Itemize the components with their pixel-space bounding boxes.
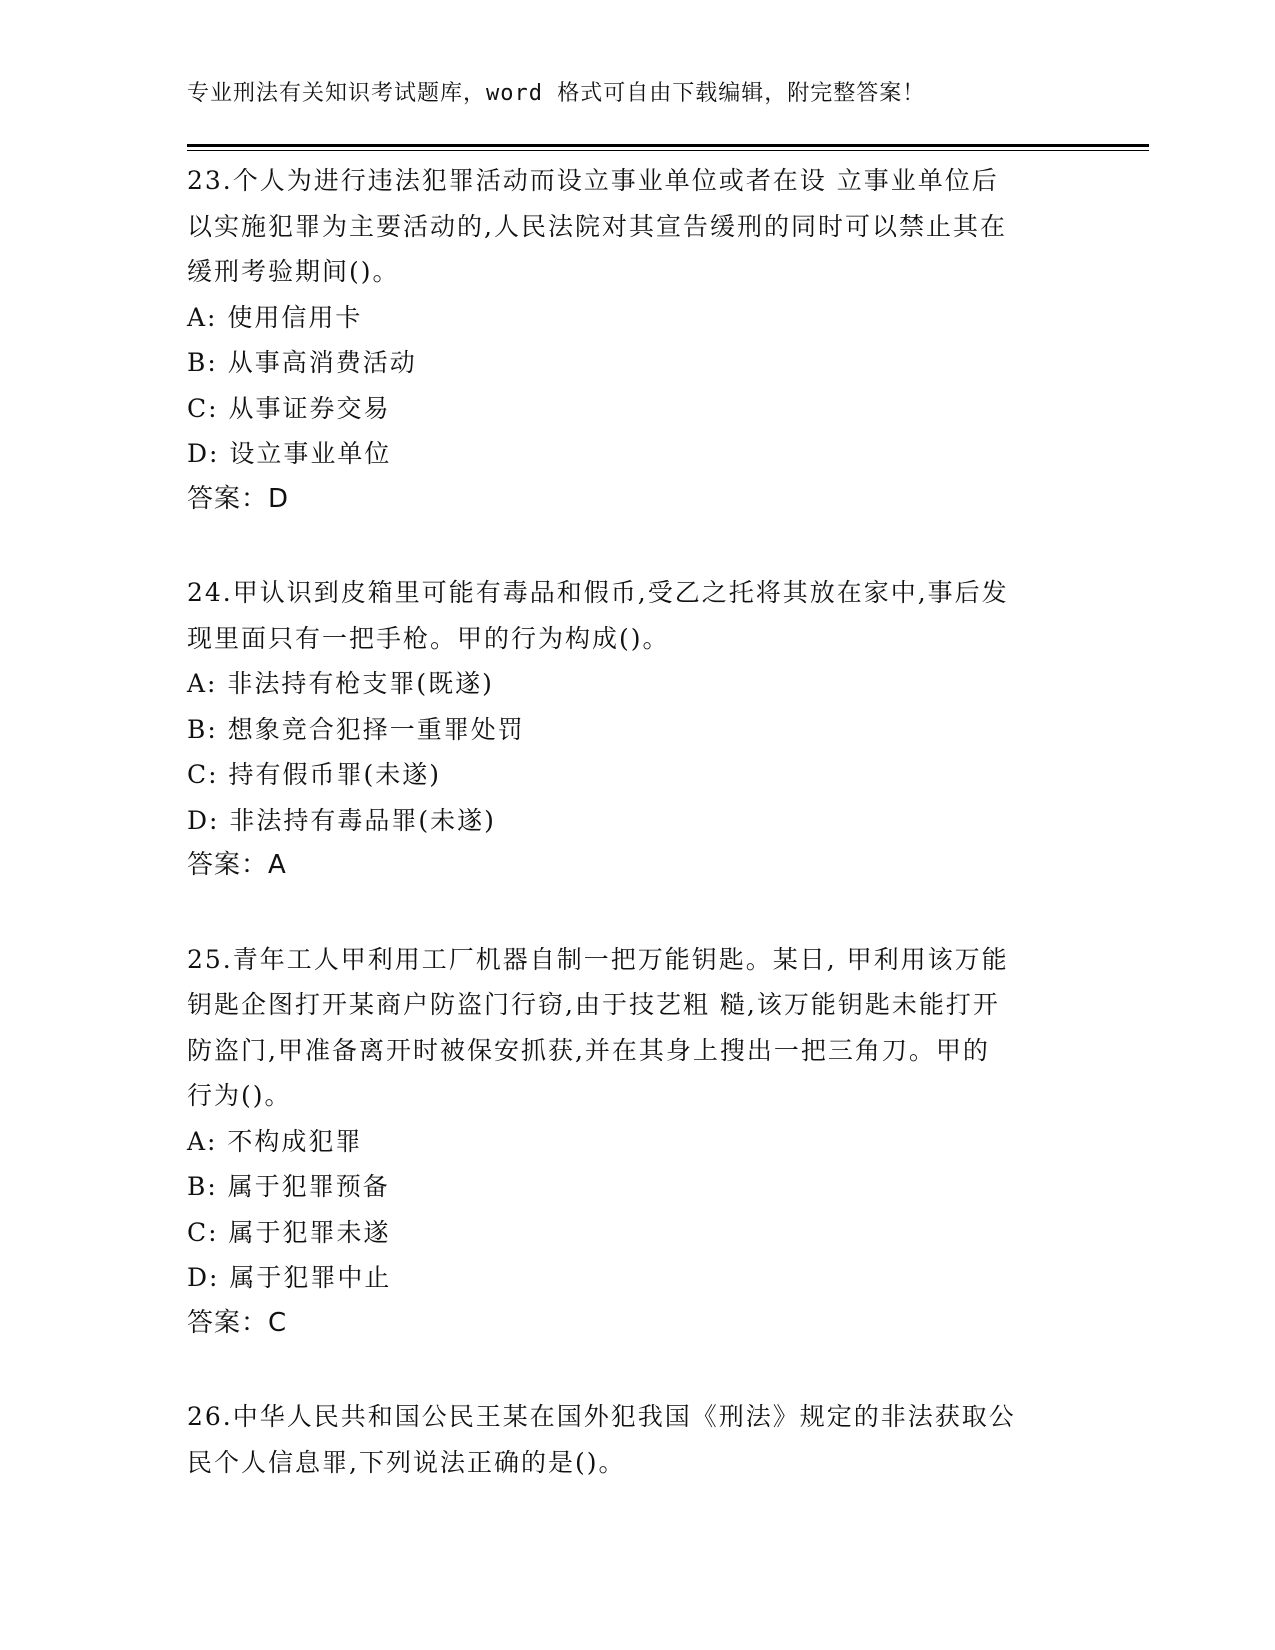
question-26 [187, 1394, 1087, 1485]
option-d: D: 设立事业单位 [187, 439, 392, 468]
stem-line: 防盗门,甲准备离开时被保安抓获,并在其身上搜出一把三角刀。甲的 [187, 1035, 990, 1065]
option-b: B: 从事高消费活动 [187, 348, 417, 377]
question-stem [187, 937, 1087, 1119]
option-a: A: 使用信用卡 [187, 302, 363, 332]
answer-line: 答案：A [187, 850, 287, 880]
question-list [187, 158, 1087, 1533]
stem-line: 民个人信息罪,下列说法正确的是()。 [187, 1447, 626, 1477]
stem-line: 24.甲认识到皮箱里可能有毒品和假币,受乙之托将其放在家中,事后发 [187, 578, 1009, 607]
question-stem [187, 570, 1087, 661]
option-c: C: 持有假币罪(未遂) [187, 760, 442, 789]
answer-line: 答案：C [187, 1307, 288, 1338]
question-24 [187, 570, 1087, 889]
stem-line: 26.中华人民共和国公民王某在国外犯我国《刑法》规定的非法获取公 [187, 1402, 1016, 1431]
stem-line: 25.青年工人甲利用工厂机器自制一把万能钥匙。某日, 甲利用该万能 [187, 944, 1009, 974]
answer-line: 答案：D [187, 483, 290, 514]
stem-line: 缓刑考验期间()。 [187, 257, 400, 286]
option-a: A: 非法持有枪支罪(既遂) [187, 669, 494, 698]
stem-line: 钥匙企图打开某商户防盗门行窃,由于技艺粗 糙,该万能钥匙未能打开 [187, 990, 1000, 1019]
option-b: B: 想象竞合犯择一重罪处罚 [187, 714, 525, 744]
question-stem [187, 158, 1087, 295]
header-divider-thick [187, 144, 1149, 147]
question-stem [187, 1394, 1087, 1485]
question-23 [187, 158, 1087, 522]
page-header: 专业刑法有关知识考试题库，word 格式可自由下载编辑，附完整答案！ [187, 81, 926, 106]
option-d: D: 属于犯罪中止 [187, 1263, 392, 1292]
stem-line: 现里面只有一把手枪。甲的行为构成()。 [187, 623, 670, 653]
stem-line: 行为()。 [187, 1081, 292, 1110]
stem-line: 以实施犯罪为主要活动的,人民法院对其宣告缓刑的同时可以禁止其在 [187, 211, 1007, 241]
header-divider-thin [187, 150, 1149, 151]
stem-line: 23.个人为进行违法犯罪活动而设立事业单位或者在设 立事业单位后 [187, 166, 999, 195]
option-b: B: 属于犯罪预备 [187, 1172, 390, 1201]
option-c: C: 从事证券交易 [187, 393, 391, 423]
question-25 [187, 937, 1087, 1347]
option-d: D: 非法持有毒品罪(未遂) [187, 805, 496, 835]
option-a: A: 不构成犯罪 [187, 1126, 363, 1156]
option-c: C: 属于犯罪未遂 [187, 1217, 391, 1247]
